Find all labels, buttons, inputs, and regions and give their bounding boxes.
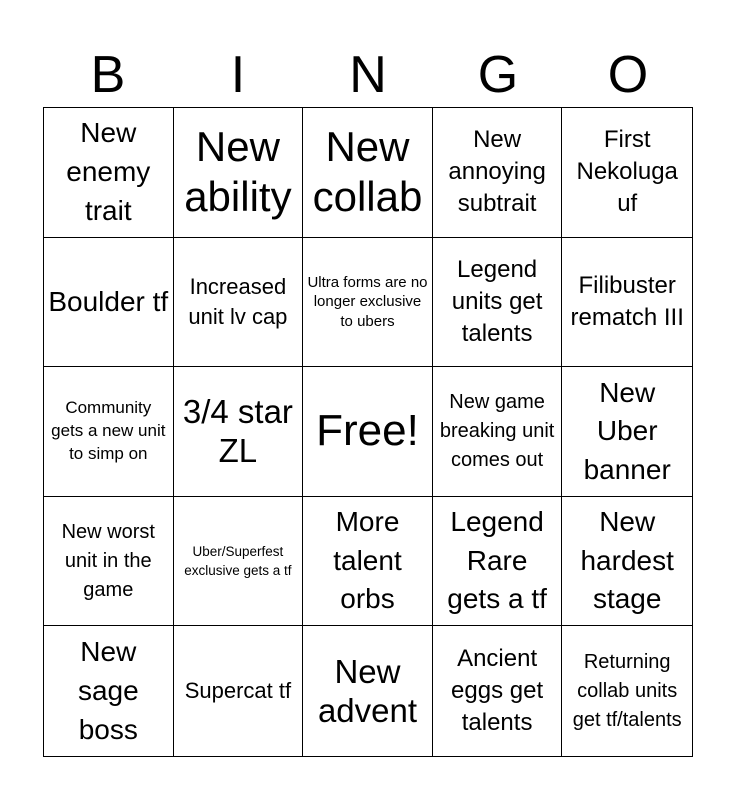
bingo-cell-1[interactable]	[44, 108, 174, 238]
free-space[interactable]	[303, 367, 433, 497]
bingo-cell-14[interactable]	[433, 367, 563, 497]
bingo-cell-7[interactable]	[174, 238, 304, 368]
cell-text: New game breaking unit comes out	[439, 390, 555, 471]
header-letter-o: O	[607, 46, 649, 104]
bingo-cell-9[interactable]	[433, 238, 563, 368]
bingo-cell-18[interactable]	[303, 497, 433, 627]
free-space-label: Free!	[316, 406, 419, 456]
cell-text: New worst unit in the game	[61, 520, 155, 601]
bingo-cell-19[interactable]	[433, 497, 563, 627]
cell-text: Uber/Superfest exclusive gets a tf	[184, 543, 292, 579]
bingo-cell-15[interactable]	[562, 367, 692, 497]
cell-text: Boulder tf	[48, 285, 169, 317]
bingo-cell-11[interactable]	[44, 367, 174, 497]
header-letter-g: G	[477, 46, 519, 104]
cell-text: New ability	[184, 122, 292, 221]
cell-text: Supercat tf	[184, 678, 292, 704]
bingo-cell-3[interactable]	[303, 108, 433, 238]
bingo-cell-6[interactable]	[44, 238, 174, 368]
header-letter-n: N	[349, 46, 387, 104]
cell-text: First Nekoluga uf	[576, 126, 678, 218]
bingo-cell-16[interactable]	[44, 497, 174, 627]
bingo-cell-23[interactable]	[303, 626, 433, 756]
bingo-cell-8[interactable]	[303, 238, 433, 368]
bingo-cell-2[interactable]	[174, 108, 304, 238]
bingo-cell-12[interactable]	[174, 367, 304, 497]
cell-text: Legend Rare gets a tf	[447, 506, 547, 615]
cell-text: Ultra forms are no longer exclusive to ubers	[307, 273, 428, 330]
bingo-cell-5[interactable]	[562, 108, 692, 238]
bingo-board	[43, 107, 693, 757]
cell-text: New collab	[312, 122, 423, 221]
bingo-cell-20[interactable]	[562, 497, 692, 627]
cell-text: 3/4 star ZL	[182, 392, 293, 470]
header-letter-b: B	[90, 46, 126, 104]
cell-text: Increased unit lv cap	[188, 274, 288, 329]
cell-text: New enemy trait	[66, 117, 151, 226]
header-letter-i: I	[230, 46, 246, 104]
bingo-cell-25[interactable]	[562, 626, 692, 756]
bingo-cell-24[interactable]	[433, 626, 563, 756]
cell-text: Legend units get talents	[451, 256, 543, 347]
bingo-cell-21[interactable]	[44, 626, 174, 756]
bingo-cell-10[interactable]	[562, 238, 692, 368]
bingo-header	[43, 44, 693, 106]
cell-text: Community gets a new unit to simp on	[51, 398, 166, 463]
cell-text: Returning collab units get tf/talents	[572, 650, 682, 731]
cell-text: Ancient eggs get talents	[451, 645, 544, 737]
bingo-cell-22[interactable]	[174, 626, 304, 756]
cell-text: New annoying subtrait	[448, 126, 546, 218]
bingo-cell-4[interactable]	[433, 108, 563, 238]
cell-text: New advent	[317, 652, 418, 730]
cell-text: New sage boss	[77, 636, 139, 745]
cell-text: New Uber banner	[583, 376, 671, 485]
bingo-cell-17[interactable]	[174, 497, 304, 627]
cell-text: More talent orbs	[333, 506, 402, 615]
cell-text: New hardest stage	[580, 506, 674, 615]
cell-text: Filibuster rematch III	[570, 271, 684, 331]
